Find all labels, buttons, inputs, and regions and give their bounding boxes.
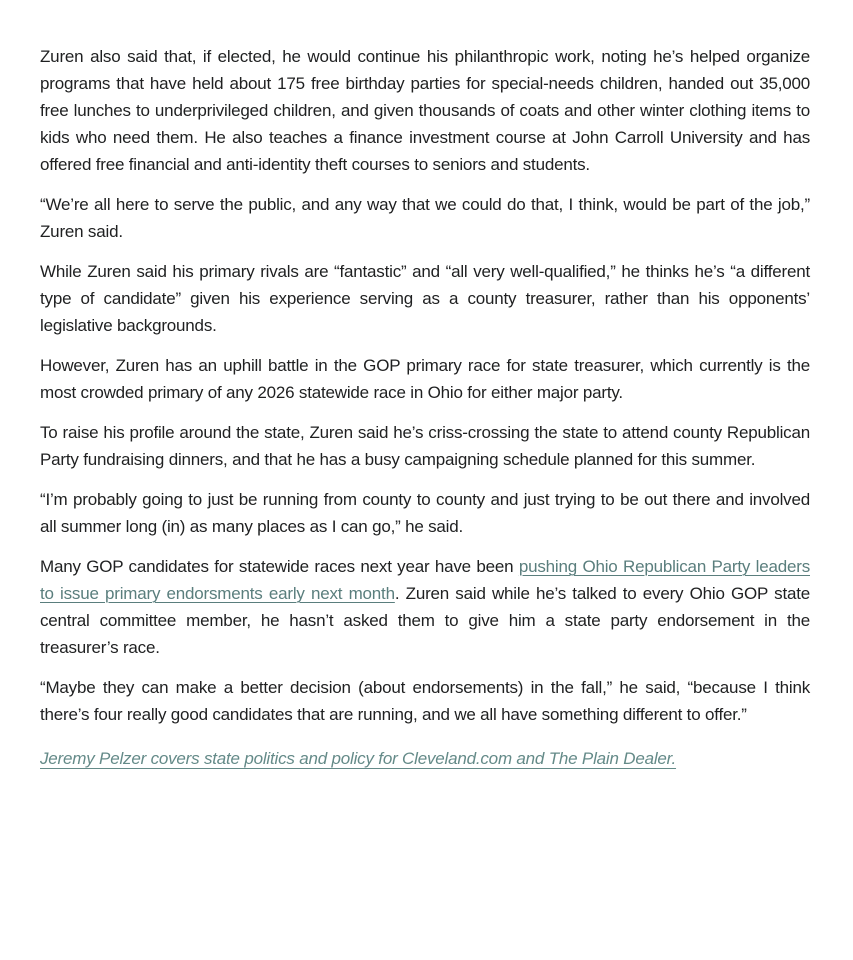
- primary-endorsements-link[interactable]: pushing Ohio Republican Party leaders to issue primary endorsments early next month: [40, 557, 810, 603]
- author-byline: [40, 745, 810, 772]
- paragraph: However, Zuren has an uphill battle in the GOP primary race for state treasurer, which currently is the most crowded primary of any 2026 statewide race in Ohio for either major party.: [40, 356, 810, 402]
- paragraph: Zuren also said that, if elected, he would continue his philanthropic work, noting he’s helped organize programs that have held about 175 free birthday parties for special-needs children, handed out 35,000 free lunches to underprivileged children, and given thousands of coats and other winter clothing items to kids who need them. He also teaches a finance investment course at John Carroll University and has offered free financial and anti-identity theft courses to seniors and students.: [40, 47, 810, 174]
- paragraph-with-link: [40, 553, 810, 661]
- paragraph: “Maybe they can make a better decision (about endorsements) in the fall,” he said, “because I think there’s four really good candidates that are running, and we all have something different to offer.”: [40, 678, 810, 724]
- author-byline-link[interactable]: Jeremy Pelzer covers state politics and policy for Cleveland.com and The Plain Dealer.: [40, 749, 677, 768]
- paragraph: While Zuren said his primary rivals are “fantastic” and “all very well-qualified,” he thinks he’s “a different type of candidate” given his experience serving as a county treasurer, rather than his opponents’ legislative backgrounds.: [40, 262, 810, 335]
- paragraph: “I’m probably going to just be running from county to county and just trying to be out there and involved all summer long (in) as many places as I can go,” he said.: [40, 490, 810, 536]
- paragraph-text: . Zuren said while he’s talked to every Ohio GOP state central committee member, he hasn’t asked them to give him a state party endorsement in the treasurer’s race.: [40, 584, 810, 657]
- paragraph: “We’re all here to serve the public, and any way that we could do that, I think, would be part of the job,” Zuren said.: [40, 195, 810, 241]
- paragraph: To raise his profile around the state, Zuren said he’s criss-crossing the state to attend county Republican Party fundraising dinners, and that he has a busy campaigning schedule planned for this summer.: [40, 423, 810, 469]
- paragraph-text: Many GOP candidates for statewide races next year have been: [40, 557, 519, 576]
